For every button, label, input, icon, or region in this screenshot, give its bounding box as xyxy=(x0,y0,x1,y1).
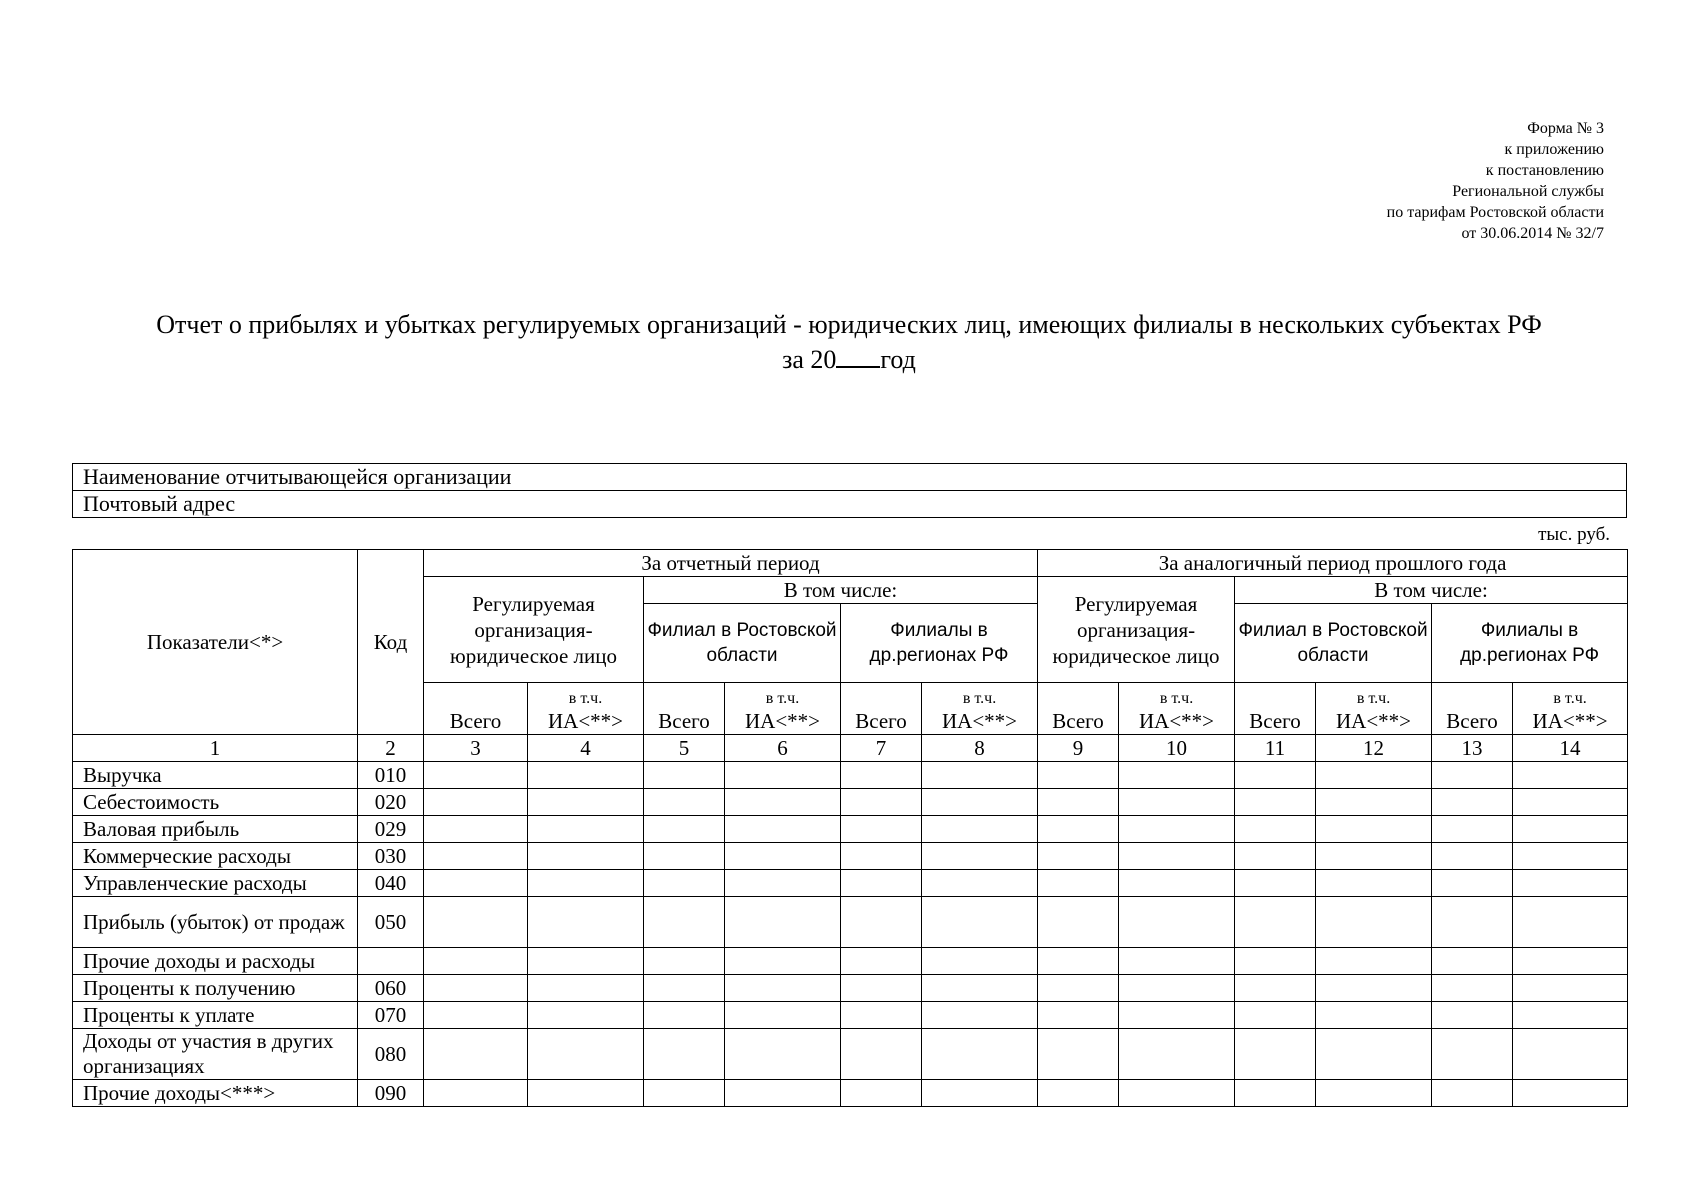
value-cell[interactable] xyxy=(644,843,725,870)
row-label: Прочие доходы и расходы xyxy=(73,948,358,975)
value-cell[interactable] xyxy=(528,1029,644,1080)
value-cell[interactable] xyxy=(528,897,644,948)
header-branches-other: Филиалы в др.регионах РФ xyxy=(1432,604,1628,683)
value-cell[interactable] xyxy=(725,762,841,789)
table-row xyxy=(73,948,1628,975)
value-cell[interactable] xyxy=(644,897,725,948)
value-cell[interactable] xyxy=(922,762,1038,789)
organization-info-table xyxy=(72,463,1627,518)
row-code: 050 xyxy=(358,897,424,948)
header-ia-label: ИА<**> xyxy=(941,709,1018,733)
table-row xyxy=(73,1002,1628,1029)
value-cell[interactable] xyxy=(1038,1002,1119,1029)
header-incl-label: в т.ч. xyxy=(1553,690,1587,707)
header-total: Всего xyxy=(1038,683,1119,735)
table-row xyxy=(73,1029,1628,1080)
value-cell[interactable] xyxy=(922,897,1038,948)
value-cell[interactable] xyxy=(1119,1080,1235,1107)
year-blank[interactable] xyxy=(836,344,880,368)
value-cell[interactable] xyxy=(922,1002,1038,1029)
value-cell[interactable] xyxy=(922,870,1038,897)
value-cell[interactable] xyxy=(725,1080,841,1107)
value-cell[interactable] xyxy=(1432,789,1513,816)
value-cell[interactable] xyxy=(1432,843,1513,870)
column-number: 4 xyxy=(528,735,644,762)
value-cell[interactable] xyxy=(1038,789,1119,816)
value-cell[interactable] xyxy=(1235,843,1316,870)
value-cell[interactable] xyxy=(841,1002,922,1029)
row-label: Коммерческие расходы xyxy=(73,843,358,870)
value-cell[interactable] xyxy=(1432,1029,1513,1080)
value-cell[interactable] xyxy=(725,843,841,870)
value-cell[interactable] xyxy=(424,870,528,897)
column-number: 14 xyxy=(1513,735,1628,762)
value-cell[interactable] xyxy=(841,975,922,1002)
value-cell[interactable] xyxy=(1119,1002,1235,1029)
value-cell[interactable] xyxy=(644,1002,725,1029)
value-cell[interactable] xyxy=(1235,948,1316,975)
value-cell[interactable] xyxy=(424,1080,528,1107)
value-cell[interactable] xyxy=(424,816,528,843)
value-cell[interactable] xyxy=(1235,870,1316,897)
value-cell[interactable] xyxy=(644,1029,725,1080)
value-cell[interactable] xyxy=(1513,762,1628,789)
units-label: тыс. руб. xyxy=(1538,524,1610,545)
row-label: Управленческие расходы xyxy=(73,870,358,897)
value-cell[interactable] xyxy=(922,789,1038,816)
value-cell[interactable] xyxy=(725,948,841,975)
value-cell[interactable] xyxy=(528,870,644,897)
column-number: 10 xyxy=(1119,735,1235,762)
value-cell[interactable] xyxy=(1235,789,1316,816)
column-number: 2 xyxy=(358,735,424,762)
value-cell[interactable] xyxy=(644,870,725,897)
column-number: 11 xyxy=(1235,735,1316,762)
value-cell[interactable] xyxy=(1316,1029,1432,1080)
report-title xyxy=(72,310,1626,375)
header-ia xyxy=(1119,683,1235,735)
header-ia xyxy=(528,683,644,735)
row-code: 070 xyxy=(358,1002,424,1029)
value-cell[interactable] xyxy=(1316,870,1432,897)
row-code: 060 xyxy=(358,975,424,1002)
header-line: к постановлению xyxy=(1485,162,1604,179)
value-cell[interactable] xyxy=(424,975,528,1002)
value-cell[interactable] xyxy=(1119,870,1235,897)
value-cell[interactable] xyxy=(644,975,725,1002)
value-cell[interactable] xyxy=(528,948,644,975)
value-cell[interactable] xyxy=(1316,843,1432,870)
value-cell[interactable] xyxy=(644,762,725,789)
header-ia-label: ИА<**> xyxy=(547,709,624,733)
header-line: по тарифам Ростовской области xyxy=(1386,204,1604,221)
value-cell[interactable] xyxy=(1038,1029,1119,1080)
row-label: Себестоимость xyxy=(73,789,358,816)
value-cell[interactable] xyxy=(1038,762,1119,789)
value-cell[interactable] xyxy=(841,816,922,843)
header-period-current: За отчетный период xyxy=(424,550,1038,577)
value-cell[interactable] xyxy=(1316,948,1432,975)
value-cell[interactable] xyxy=(1119,789,1235,816)
value-cell[interactable] xyxy=(1513,948,1628,975)
value-cell[interactable] xyxy=(725,897,841,948)
value-cell[interactable] xyxy=(528,1002,644,1029)
value-cell[interactable] xyxy=(644,1080,725,1107)
value-cell[interactable] xyxy=(1432,1002,1513,1029)
value-cell[interactable] xyxy=(725,816,841,843)
value-cell[interactable] xyxy=(424,762,528,789)
header-ia-label: ИА<**> xyxy=(1139,709,1215,733)
value-cell[interactable] xyxy=(1513,843,1628,870)
value-cell[interactable] xyxy=(1432,1080,1513,1107)
table-row xyxy=(73,897,1628,948)
header-code: Код xyxy=(358,550,424,735)
row-code: 080 xyxy=(358,1029,424,1080)
row-label: Прибыль (убыток) от продаж xyxy=(73,897,358,948)
value-cell[interactable] xyxy=(922,948,1038,975)
header-line: от 30.06.2014 № 32/7 xyxy=(1461,225,1604,242)
row-code: 040 xyxy=(358,870,424,897)
value-cell[interactable] xyxy=(1316,1080,1432,1107)
header-ia-label: ИА<**> xyxy=(744,709,821,733)
header-including: В том числе: xyxy=(1235,577,1628,604)
column-number: 9 xyxy=(1038,735,1119,762)
value-cell[interactable] xyxy=(1513,816,1628,843)
value-cell[interactable] xyxy=(424,1002,528,1029)
value-cell[interactable] xyxy=(1235,975,1316,1002)
org-name-field[interactable]: Наименование отчитывающейся организации xyxy=(73,464,1627,491)
value-cell[interactable] xyxy=(1038,816,1119,843)
column-number: 12 xyxy=(1316,735,1432,762)
header-branches-other: Филиалы в др.регионах РФ xyxy=(841,604,1038,683)
value-cell[interactable] xyxy=(424,1029,528,1080)
header-incl-label: в т.ч. xyxy=(765,690,800,707)
header-branch-rostov: Филиал в Ростовской области xyxy=(644,604,841,683)
value-cell[interactable] xyxy=(922,816,1038,843)
header-incl-label: в т.ч. xyxy=(568,690,603,707)
row-code: 020 xyxy=(358,789,424,816)
form-number: Форма № 3 xyxy=(1527,120,1604,137)
value-cell[interactable] xyxy=(1513,1080,1628,1107)
row-code: 010 xyxy=(358,762,424,789)
profit-loss-table xyxy=(72,549,1628,1107)
value-cell[interactable] xyxy=(1235,816,1316,843)
header-line: к приложению xyxy=(1504,141,1604,158)
header-total: Всего xyxy=(644,683,725,735)
header-incl-label: в т.ч. xyxy=(1159,690,1194,707)
row-code: 029 xyxy=(358,816,424,843)
header-total: Всего xyxy=(1235,683,1316,735)
value-cell[interactable] xyxy=(528,843,644,870)
value-cell[interactable] xyxy=(725,1002,841,1029)
column-number: 1 xyxy=(73,735,358,762)
value-cell[interactable] xyxy=(1038,870,1119,897)
header-including: В том числе: xyxy=(644,577,1038,604)
value-cell[interactable] xyxy=(1432,762,1513,789)
row-label: Доходы от участия в других организациях xyxy=(73,1029,358,1080)
year-prefix: за 20 xyxy=(782,345,837,374)
value-cell[interactable] xyxy=(1038,948,1119,975)
row-label: Валовая прибыль xyxy=(73,816,358,843)
header-total: Всего xyxy=(1432,683,1513,735)
table-row xyxy=(73,843,1628,870)
table-row xyxy=(73,762,1628,789)
header-ia xyxy=(1513,683,1628,735)
column-number: 8 xyxy=(922,735,1038,762)
table-row xyxy=(73,975,1628,1002)
value-cell[interactable] xyxy=(424,789,528,816)
value-cell[interactable] xyxy=(1513,1029,1628,1080)
header-regulated-org: Регулируемая организация-юридическое лицо xyxy=(424,577,644,683)
row-label: Прочие доходы<***> xyxy=(73,1080,358,1107)
value-cell[interactable] xyxy=(1235,1002,1316,1029)
row-label: Проценты к уплате xyxy=(73,1002,358,1029)
table-row xyxy=(73,789,1628,816)
value-cell[interactable] xyxy=(922,1029,1038,1080)
value-cell[interactable] xyxy=(1316,789,1432,816)
table-row xyxy=(73,870,1628,897)
value-cell[interactable] xyxy=(1038,975,1119,1002)
value-cell[interactable] xyxy=(725,789,841,816)
value-cell[interactable] xyxy=(841,843,922,870)
value-cell[interactable] xyxy=(922,1080,1038,1107)
report-title-text: Отчет о прибылях и убытках регулируемых организаций - юридических лиц, имеющих филиалы в нескольких субъектах РФ xyxy=(156,310,1542,339)
form-header xyxy=(1387,118,1604,244)
value-cell[interactable] xyxy=(1432,816,1513,843)
value-cell[interactable] xyxy=(424,948,528,975)
table-row xyxy=(73,816,1628,843)
value-cell[interactable] xyxy=(841,897,922,948)
value-cell[interactable] xyxy=(1119,843,1235,870)
row-code xyxy=(358,948,424,975)
column-number: 3 xyxy=(424,735,528,762)
table-row xyxy=(73,1080,1628,1107)
header-total: Всего xyxy=(841,683,922,735)
header-ia-label: ИА<**> xyxy=(1336,709,1412,733)
value-cell[interactable] xyxy=(1038,897,1119,948)
value-cell[interactable] xyxy=(725,975,841,1002)
value-cell[interactable] xyxy=(424,897,528,948)
value-cell[interactable] xyxy=(1432,975,1513,1002)
year-suffix: год xyxy=(880,345,916,374)
value-cell[interactable] xyxy=(1513,1002,1628,1029)
header-line: Региональной службы xyxy=(1452,183,1604,200)
column-number: 6 xyxy=(725,735,841,762)
value-cell[interactable] xyxy=(528,975,644,1002)
header-incl-label: в т.ч. xyxy=(1356,690,1391,707)
value-cell[interactable] xyxy=(1119,948,1235,975)
value-cell[interactable] xyxy=(1038,1080,1119,1107)
column-number: 13 xyxy=(1432,735,1513,762)
value-cell[interactable] xyxy=(922,975,1038,1002)
value-cell[interactable] xyxy=(1432,948,1513,975)
header-indicators: Показатели<*> xyxy=(73,550,358,735)
value-cell[interactable] xyxy=(841,1029,922,1080)
value-cell[interactable] xyxy=(1513,789,1628,816)
report-year xyxy=(72,344,1626,375)
value-cell[interactable] xyxy=(841,948,922,975)
row-label: Проценты к получению xyxy=(73,975,358,1002)
value-cell[interactable] xyxy=(1119,762,1235,789)
value-cell[interactable] xyxy=(841,1080,922,1107)
value-cell[interactable] xyxy=(725,1029,841,1080)
value-cell[interactable] xyxy=(1316,1002,1432,1029)
value-cell[interactable] xyxy=(1316,816,1432,843)
org-address-field[interactable]: Почтовый адрес xyxy=(73,491,1627,518)
value-cell[interactable] xyxy=(922,843,1038,870)
value-cell[interactable] xyxy=(1235,897,1316,948)
value-cell[interactable] xyxy=(841,870,922,897)
header-period-previous: За аналогичный период прошлого года xyxy=(1038,550,1628,577)
column-number: 7 xyxy=(841,735,922,762)
header-ia xyxy=(725,683,841,735)
value-cell[interactable] xyxy=(1316,762,1432,789)
value-cell[interactable] xyxy=(1119,1029,1235,1080)
value-cell[interactable] xyxy=(1513,870,1628,897)
row-label: Выручка xyxy=(73,762,358,789)
value-cell[interactable] xyxy=(644,948,725,975)
value-cell[interactable] xyxy=(1119,816,1235,843)
row-code: 030 xyxy=(358,843,424,870)
value-cell[interactable] xyxy=(1235,1080,1316,1107)
value-cell[interactable] xyxy=(424,843,528,870)
value-cell[interactable] xyxy=(841,762,922,789)
value-cell[interactable] xyxy=(528,762,644,789)
row-code: 090 xyxy=(358,1080,424,1107)
header-total: Всего xyxy=(424,683,528,735)
value-cell[interactable] xyxy=(528,789,644,816)
column-number: 5 xyxy=(644,735,725,762)
value-cell[interactable] xyxy=(1119,975,1235,1002)
value-cell[interactable] xyxy=(1432,897,1513,948)
value-cell[interactable] xyxy=(1432,870,1513,897)
value-cell[interactable] xyxy=(1513,897,1628,948)
value-cell[interactable] xyxy=(725,870,841,897)
header-ia-label: ИА<**> xyxy=(1532,709,1608,733)
value-cell[interactable] xyxy=(528,1080,644,1107)
value-cell[interactable] xyxy=(1316,975,1432,1002)
header-branch-rostov: Филиал в Ростовской области xyxy=(1235,604,1432,683)
value-cell[interactable] xyxy=(1119,897,1235,948)
value-cell[interactable] xyxy=(644,816,725,843)
header-incl-label: в т.ч. xyxy=(962,690,997,707)
value-cell[interactable] xyxy=(1513,975,1628,1002)
value-cell[interactable] xyxy=(1235,1029,1316,1080)
header-ia xyxy=(922,683,1038,735)
value-cell[interactable] xyxy=(528,816,644,843)
value-cell[interactable] xyxy=(841,789,922,816)
header-regulated-org: Регулируемая организация-юридическое лицо xyxy=(1038,577,1235,683)
value-cell[interactable] xyxy=(644,789,725,816)
value-cell[interactable] xyxy=(1235,762,1316,789)
value-cell[interactable] xyxy=(1038,843,1119,870)
value-cell[interactable] xyxy=(1316,897,1432,948)
header-ia xyxy=(1316,683,1432,735)
